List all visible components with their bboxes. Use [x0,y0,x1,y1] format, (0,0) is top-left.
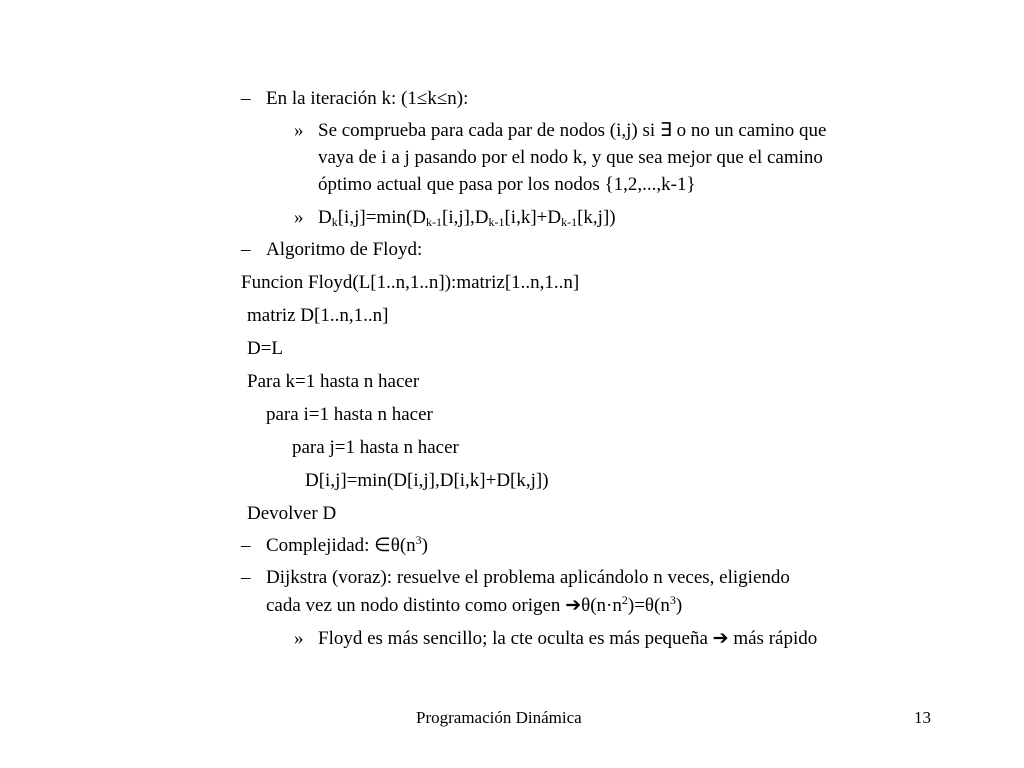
dijkstra-exponent-3: 3 [669,593,676,607]
dijkstra-exponent-2: 2 [621,593,628,607]
recurrence-d: D [318,207,332,228]
dash-bullet: – [241,88,251,109]
code-line-1: Funcion Floyd(L[1..n,1..n]):matriz[1..n,1..n] [241,272,580,293]
complexity-exponent: 3 [415,533,422,547]
complexity-close: ) [421,535,428,556]
dijkstra-text-a: cada vez un nodo distinto como origen [266,595,566,616]
floyd-note-a: Floyd es más sencillo; la cte oculta es más pequeña [318,628,713,649]
dijkstra-text-c: )=θ(n [627,595,670,616]
recurrence-formula [318,204,616,232]
dijkstra-text-d: ) [675,595,683,616]
raquo-bullet: » [294,628,304,649]
floyd-note-b: más rápido [728,628,818,649]
complexity-label: Complejidad: ∈θ(n [266,535,416,556]
recurrence-sub-km1: k-1 [561,215,578,229]
check-line-3: óptimo actual que pasa por los nodos {1,2,...,k-1} [318,174,696,195]
recurrence-part-4: [k,j]) [577,207,616,228]
complexity-text [266,532,428,560]
footer-title: Programación Dinámica [416,708,582,727]
recurrence-sub-km1: k-1 [426,215,443,229]
check-line-1: Se comprueba para cada par de nodos (i,j) si ∃ o no un camino que [318,120,827,141]
code-line-7: D[i,j]=min(D[i,j],D[i,k]+D[k,j]) [305,470,549,491]
dijkstra-line-2 [266,592,682,620]
code-line-6: para j=1 hasta n hacer [292,437,459,458]
code-line-2: matriz D[1..n,1..n] [247,305,389,326]
iteration-text: En la iteración k: (1≤k≤n): [266,88,469,109]
raquo-bullet: » [294,120,304,141]
dijkstra-line-1: Dijkstra (voraz): resuelve el problema aplicándolo n veces, eligiendo [266,567,790,588]
raquo-bullet: » [294,207,304,228]
check-line-2: vaya de i a j pasando por el nodo k, y que sea mejor que el camino [318,147,823,168]
dash-bullet: – [241,535,251,556]
arrow-icon: ➔ [712,628,729,649]
recurrence-part-1: [i,j]=min(D [337,207,427,228]
code-line-3: D=L [247,338,284,359]
floyd-note [318,625,817,653]
algorithm-title: Algoritmo de Floyd: [266,239,423,260]
recurrence-part-2: [i,j],D [442,207,489,228]
dijkstra-text-b: θ(n·n [581,595,622,616]
recurrence-sub-km1: k-1 [488,215,505,229]
recurrence-part-3: [i,k]+D [504,207,562,228]
dash-bullet: – [241,567,251,588]
code-line-8: Devolver D [247,503,337,524]
recurrence-sub-k: k [331,215,338,229]
code-line-5: para i=1 hasta n hacer [266,404,433,425]
code-line-4: Para k=1 hasta n hacer [247,371,420,392]
page-number: 13 [914,708,931,727]
arrow-icon: ➔ [565,595,582,616]
dash-bullet: – [241,239,251,260]
